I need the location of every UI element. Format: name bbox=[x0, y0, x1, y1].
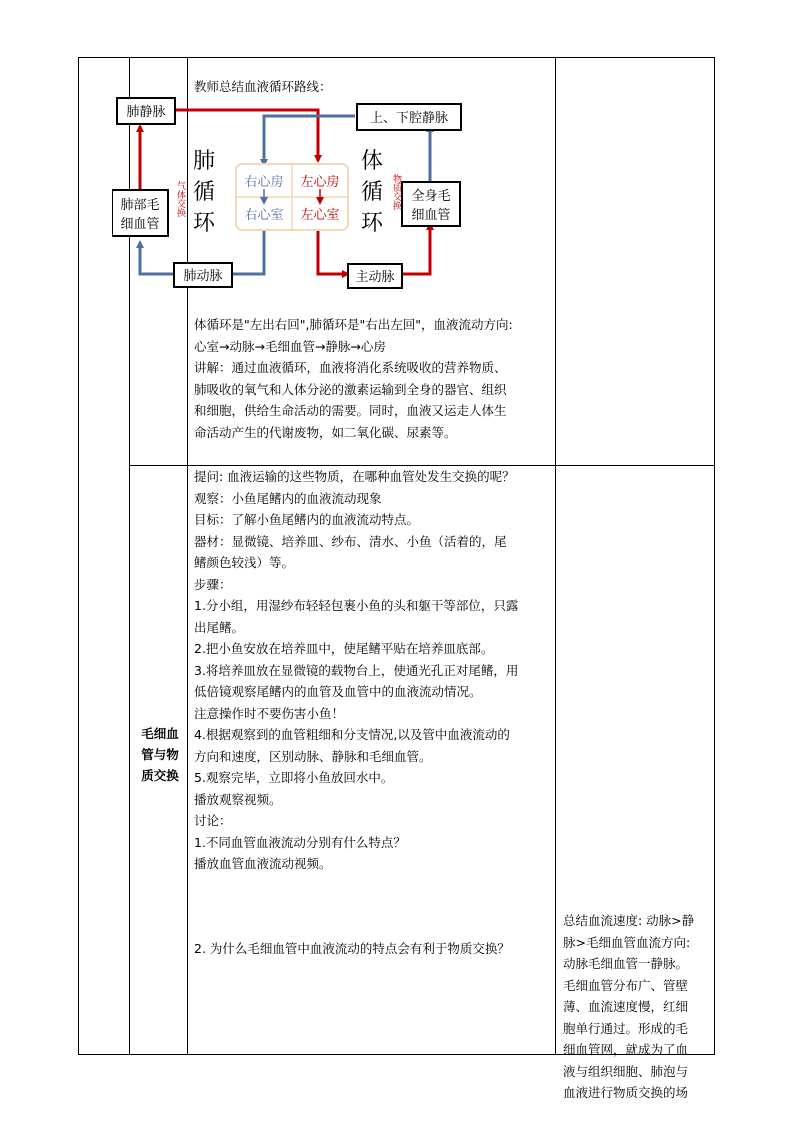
text-line: 方向和速度，区别动脉、静脉和毛细血管。 bbox=[194, 748, 432, 764]
pulmonary-vein-label: 肺静脉 bbox=[126, 105, 166, 120]
text-line: 步骤： bbox=[194, 576, 232, 592]
text-line: 目标：了解小鱼尾鳍内的血液流动特点。 bbox=[194, 512, 420, 527]
note-line: 毛细血管分布广、管壁 bbox=[563, 977, 689, 993]
note-line: 脉>毛细血管血流方向: bbox=[563, 934, 691, 950]
text-line: 讲解：通过血液循环，血液将消化系统吸收的营养物质、 bbox=[194, 360, 507, 375]
question-2: 2. 为什么毛细血管中血液流动的特点会有利于物质交换？ bbox=[194, 941, 510, 956]
material-exchange-label: 物质交换 bbox=[391, 174, 401, 210]
body-capillary-label-1: 全身毛 bbox=[411, 189, 451, 204]
text-line: 1.分小组，用湿纱布轻轻包裹小鱼的头和躯干等部位，只露 bbox=[194, 598, 519, 613]
summary-notes bbox=[563, 910, 711, 1104]
text-line: 出尾鳍。 bbox=[194, 619, 245, 635]
text-line: 1.不同血管血液流动分别有什么特点？ bbox=[194, 834, 406, 850]
text-line: 和细胞，供给生命活动的需要。同时，血液又运走人体生 bbox=[194, 403, 507, 418]
text-line: 播放血管血液流动视频。 bbox=[194, 856, 332, 871]
note-line: 总结血流速度: 动脉>静 bbox=[563, 913, 695, 928]
table-col-divider bbox=[555, 58, 556, 1054]
text-line: 肺吸收的氧气和人体分泌的激素运输到全身的器官、组织 bbox=[194, 381, 507, 397]
note-line: 液与组织细胞、肺泡与 bbox=[563, 1063, 689, 1079]
note-line: 胞单行通过。形成的毛 bbox=[563, 1020, 689, 1036]
text-line: 注意操作时不要伤害小鱼！ bbox=[194, 705, 345, 721]
blood-circulation-diagram bbox=[112, 92, 472, 292]
pulmonary-circ-char: 环 bbox=[192, 211, 216, 236]
artery-to-lung-arrow bbox=[140, 242, 174, 274]
lung-capillary-label-2: 细血管 bbox=[120, 217, 160, 232]
pulmonary-circ-char: 循 bbox=[192, 180, 216, 205]
text-line: 5.观察完毕，立即将小鱼放回水中。 bbox=[194, 770, 394, 785]
text-line: 器材：显微镜、培养皿、纱布、清水、小鱼（活着的，尾 bbox=[194, 533, 507, 549]
text-line: 讨论： bbox=[194, 813, 232, 828]
note-line: 细血管网，就成为了血 bbox=[563, 1042, 689, 1057]
aorta-path bbox=[318, 230, 348, 274]
text-line: 体循环是"左出右回",肺循环是"右出左回"，血液流动方向: bbox=[194, 317, 513, 332]
text-line: 鳍颜色较浅）等。 bbox=[194, 555, 295, 570]
systemic-circ-char: 循 bbox=[360, 180, 384, 205]
label-line: 毛细血 bbox=[141, 726, 179, 741]
text-line: 心室→动脉→毛细血管→静脉→心房 bbox=[194, 338, 386, 354]
text-line: 2.把小鱼安放在培养皿中，使尾鳍平贴在培养皿底部。 bbox=[194, 641, 494, 656]
gas-exchange-label: 气体交换 bbox=[175, 181, 185, 217]
summary-title: 教师总结血液循环路线： bbox=[194, 79, 332, 94]
systemic-circ-char: 体 bbox=[360, 149, 384, 174]
label-line: 质交换 bbox=[141, 768, 179, 783]
pulmonary-artery-path bbox=[232, 230, 264, 274]
text-line: 提问: 血液运输的这些物质，在哪种血管处发生交换的呢？ bbox=[194, 469, 515, 484]
row2-text bbox=[194, 466, 554, 875]
row2-label bbox=[134, 723, 186, 786]
aorta-label: 主动脉 bbox=[355, 270, 395, 285]
note-line: 血液进行物质交换的场 bbox=[563, 1085, 689, 1100]
left-ventricle-label: 左心室 bbox=[300, 208, 340, 223]
vena-cava-path bbox=[264, 116, 355, 165]
text-line: 4.根据观察到的血管粗细和分支情况,以及管中血液流动的 bbox=[194, 727, 510, 742]
note-line: 薄、血流速度慢，红细 bbox=[563, 999, 689, 1014]
pulmonary-circ-char: 肺 bbox=[192, 149, 216, 174]
label-line: 管与物 bbox=[141, 747, 179, 762]
row1-text bbox=[194, 314, 554, 443]
text-line: 低倍镜观察尾鳍内的血管及血管中的血液流动情况。 bbox=[194, 684, 482, 699]
body-capillary-label-2: 细血管 bbox=[411, 208, 451, 223]
systemic-circ-char: 环 bbox=[360, 211, 384, 236]
vena-cava-label: 上、下腔静脉 bbox=[369, 111, 449, 126]
text-line: 命活动产生的代谢废物，如二氧化碳、尿素等。 bbox=[194, 424, 457, 440]
note-line: 动脉毛细血管一静脉。 bbox=[563, 956, 689, 971]
pulmonary-artery-label: 肺动脉 bbox=[183, 269, 223, 284]
text-line: 播放观察视频。 bbox=[194, 791, 282, 807]
text-line: 观察：小鱼尾鳍内的血液流动现象 bbox=[194, 490, 382, 506]
text-line: 3.将培养皿放在显微镜的载物台上，使通光孔正对尾鳍，用 bbox=[194, 662, 519, 678]
aorta-to-body-arrow bbox=[400, 224, 430, 274]
left-atrium-label: 左心房 bbox=[300, 175, 340, 190]
right-atrium-label: 右心房 bbox=[244, 175, 284, 190]
lung-capillary-label-1: 肺部毛 bbox=[120, 198, 160, 213]
right-ventricle-label: 右心室 bbox=[244, 208, 284, 223]
